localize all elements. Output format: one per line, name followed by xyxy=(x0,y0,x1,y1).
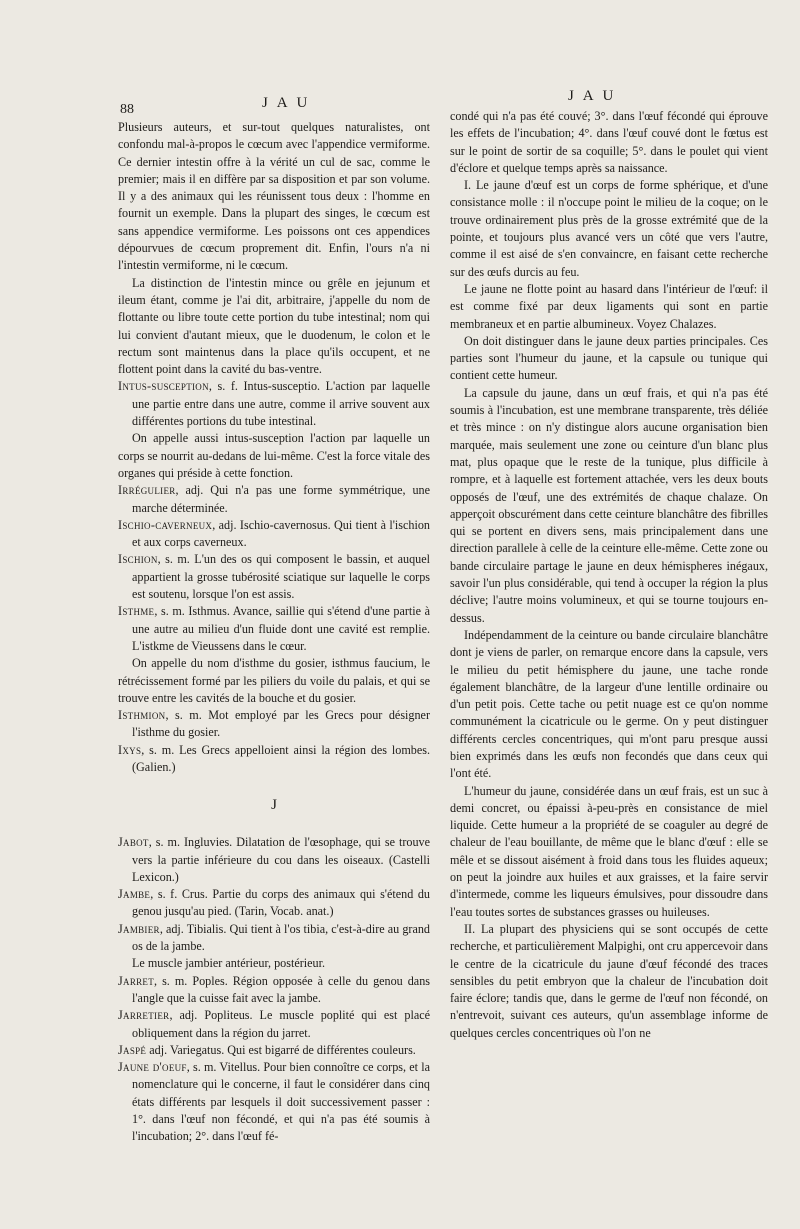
continuation-paragraph: condé qui n'a pas été couvé; 3°. dans l'œuf fécondé qui éprouve les effets de l'incubation; 4°. dans l'œuf couvé dont le fœtus est sur le point de sortir de sa coquille; 5°. dans le poulet qui vient d'éclore et quelque temps après sa naissance. xyxy=(450,109,768,175)
page-number: 88 xyxy=(120,102,134,117)
dictionary-entry xyxy=(118,1042,430,1059)
dictionary-entry xyxy=(118,482,430,517)
running-head-left: J A U xyxy=(262,95,311,111)
paragraph: On appelle aussi intus-susception l'action par laquelle un corps se nourrit au-dedans de lui-même. C'est la force vitale des organes qui préside à cette fonction. xyxy=(118,431,430,480)
entry-text: , s. f. Intus-susceptio. L'action par laquelle une partie entre dans une autre, comme il arrive souvent aux différentes portions du tube intestinal. xyxy=(132,379,430,429)
running-head-right: J A U xyxy=(568,88,617,104)
paragraph: Indépendamment de la ceinture ou bande circulaire blanchâtre dont je viens de parler, on remarque encore dans la capsule, vers le milieu du petit hémisphere du jaune, une tache ronde également blanchâtre, de la largeur d'une lentille ordinaire ou d'un petit pois. Cette tache ou petit nuage est ce qu'on nomme communément la cicatricule ou le germe. On y peut distinguer différents cercles concentriques, qui m'ont paru presque aussi bien exprimés dans les œufs non fecondés que dans ceux qui l'ont été. xyxy=(450,627,768,781)
entry-headword: Jarretier xyxy=(118,1008,170,1023)
left-column xyxy=(118,119,430,1146)
section-letter: J xyxy=(271,797,277,814)
entry-text: , s. m. Vitellus. Pour bien connoître ce corps, et la nomenclature qui le concerne, il faut le considérer dans cinq états différents par lesquels il doit successivement passer : 1°. dans l'œuf non fécondé, et qui n'a pas été soumis à l'incubation; 2°. dans l'œuf fé- xyxy=(132,1060,430,1144)
dictionary-entry xyxy=(118,742,430,777)
paragraph: On doit distinguer dans le jaune deux parties principales. Ces parties sont l'humeur du jaune, et la capsule ou tunique qui contient cette humeur. xyxy=(450,333,768,383)
entry-headword: Ischion xyxy=(118,552,158,567)
entry-text: , s. m. Les Grecs appelloient ainsi la région des lombes. (Galien.) xyxy=(132,742,430,774)
entry-text: , s. f. Crus. Partie du corps des animaux qui s'étend du genou jusqu'au pied. (Tarin, Vocab. anat.) xyxy=(132,887,430,919)
entry-headword: Ischio-caverneux xyxy=(118,517,213,532)
paragraph: On appelle du nom d'isthme du gosier, isthmus faucium, le rétrécissement formé par les piliers du voile du palais, et qui se trouve entre les cavités de la bouche et du gosier. xyxy=(118,656,430,705)
entry-headword: Jabot xyxy=(118,835,149,850)
dictionary-entry xyxy=(118,1059,430,1145)
dictionary-entry xyxy=(118,921,430,956)
entry-text: , s. m. Ingluvies. Dilatation de l'œsophage, qui se trouve vers la partie inférieure du cou dans les oiseaux. (Castelli Lexicon.) xyxy=(132,835,430,884)
dictionary-entry xyxy=(118,834,430,886)
paragraph: Le jaune ne flotte point au hasard dans l'intérieur de l'œuf: il est comme fixé par deux ligaments qui sont en partie membraneux et en partie albumineux. Voyez Chalazes. xyxy=(450,281,768,331)
entry-headword: Ixys xyxy=(118,742,142,757)
dictionary-entry xyxy=(118,973,430,1008)
entry-headword: Irrégulier xyxy=(118,483,176,498)
dictionary-entry xyxy=(118,603,430,655)
entry-headword: Jaspé xyxy=(118,1042,147,1057)
entry-text: , s. m. L'un des os qui composent le bassin, et auquel appartient la grosse tubérosité sciatique sur laquelle le corps est soutenu, lorsque l'on est assis. xyxy=(132,552,430,602)
paragraph: La capsule du jaune, dans un œuf frais, et qui n'a pas été soumis à l'incubation, est une membrane transparente, très déliée et très mince : on n'y distingue alors aucune organisation bien marquée, mais seulement une zone ou ceinture d'un blanc plus mat, plus opaque que le reste de la tunique, plus difficile à rompre, et à laquelle est fortement attachée, vers les deux bouts opposés de l'œuf, une des extrémités de chaque chalaze. On apperçoit obscurément dans cette ceinture blanchâtre des fibrilles qui se portent en divers sens, mais principalement dans une direction parallele à celle de la ceinture elle-même. Cette zone ou bande circulaire partage le jaune en deux hémispheres inégaux, savoir l'un plus considérable, qui tend à occuper la région la plus déclive; l'autre moins volumineux, et qui se tourne toujours en-dessus. xyxy=(450,385,768,625)
entry-text: , s. m. Mot employé par les Grecs pour désigner l'isthme du gosier. xyxy=(132,708,430,740)
entry-headword: Intus-susception xyxy=(118,379,209,394)
dictionary-entry xyxy=(118,707,430,742)
entry-headword: Isthme xyxy=(118,604,155,619)
entry-headword: Jambier xyxy=(118,921,160,936)
entry-text: adj. Variegatus. Qui est bigarré de différentes couleurs. xyxy=(146,1042,416,1057)
paragraph: I. Le jaune d'œuf est un corps de forme sphérique, et d'une consistance molle : il n'occupe point le milieu de la coque; on le trouve ordinairement plus près de la grosse extrémité que de la pointe, et toujours plus avancé vers un côté que vers l'autre, comme il est aisé de s'en convaincre, en faisant cette recherche sur des œufs durcis au feu. xyxy=(450,178,768,279)
dictionary-entry xyxy=(118,886,430,921)
entry-headword: Isthmion xyxy=(118,708,166,723)
entry-headword: Jambe xyxy=(118,887,151,902)
paragraph: L'humeur du jaune, considérée dans un œuf frais, est un suc à demi concret, ou épaissi à-peu-près en consistance de miel liquide. Cette humeur a la propriété de se coaguler au degré de chaleur de l'eau bouillante, de même que le blanc d'œuf : elle se mêle et se dissout aisément à froid dans tous les fluides aqueux; on peut la joindre aux huiles et aux graisses, et la faire servir d'intermede, comme les liqueurs émulsives, pour dissoudre dans l'eau toutes sortes de substances grasses ou huileuses. xyxy=(450,783,768,919)
dictionary-entry xyxy=(118,1007,430,1042)
paragraph: La distinction de l'intestin mince ou grêle en jejunum et ileum étant, comme je l'ai dit, arbitraire, j'appelle du nom de flottante ou libre toute cette portion du tube intestinal; nom qui lui convient d'autant mieux, que le duodenum, le colon et le rectum sont maintenus dans la place qu'ils occupent, et ne flottent point dans la cavité du bas-ventre. xyxy=(118,275,430,377)
entry-text: , adj. Popliteus. Le muscle poplité qui est placé obliquement dans la région du jarret. xyxy=(132,1008,430,1040)
dictionary-entry xyxy=(118,517,430,552)
paragraph: Le muscle jambier antérieur, postérieur. xyxy=(132,956,326,971)
entry-text: , adj. Qui n'a pas une forme symmétrique, une marche déterminée. xyxy=(132,483,430,515)
entry-text: , s. m. Poples. Région opposée à celle du genou dans l'angle que la cuisse fait avec la jambe. xyxy=(132,973,430,1005)
entry-text: , s. m. Isthmus. Avance, saillie qui s'étend d'une partie à une autre au milieu d'un fluide dont une cavité est remplie. L'istkme de Vieussens dans le cœur. xyxy=(132,604,430,653)
dictionary-entry xyxy=(118,378,430,430)
entry-text: , adj. Tibialis. Qui tient à l'os tibia, c'est-à-dire au grand os de la jambe. xyxy=(132,921,430,954)
entry-headword: Jaune d'oeuf xyxy=(118,1060,187,1075)
paragraph: II. La plupart des physiciens qui se sont occupés de cette recherche, et particulièrement Malpighi, ont cru appercevoir dans le centre de la cicatricule du jaune d'œuf fécondé des traces sensibles du petit embryon que la chaleur de l'incubation doit faire éclore; tandis que, dans le germe de l'œuf non fécondé, on n'entrevoit, suivant ces auteurs, qu'un assemblage informe de quelques cercles concentriques où l'on ne xyxy=(450,921,768,1040)
right-column xyxy=(450,108,768,1042)
continuation-paragraph: Plusieurs auteurs, et sur-tout quelques naturalistes, ont confondu mal-à-propos le cœcum avec l'appendice vermiforme. Ce dernier intestin offre à la vérité un cul de sac, comme le premier; mais il en diffère par sa disposition et par son volume. Il y a des animaux qui les réunissent tous deux : l'homme en fournit un exemple. Dans la plupart des singes, le cœcum est sans appendice vermiforme. Les poissons ont ces appendices dépourvues de cœcum proprement dit. Enfin, l'ours n'a ni l'intestin vermiforme, ni le cœcum. xyxy=(118,120,430,273)
entry-text: , adj. Ischio-cavernosus. Qui tient à l'ischion et aux corps caverneux. xyxy=(132,517,430,550)
entry-headword: Jarret xyxy=(118,973,155,988)
dictionary-entry xyxy=(118,551,430,603)
